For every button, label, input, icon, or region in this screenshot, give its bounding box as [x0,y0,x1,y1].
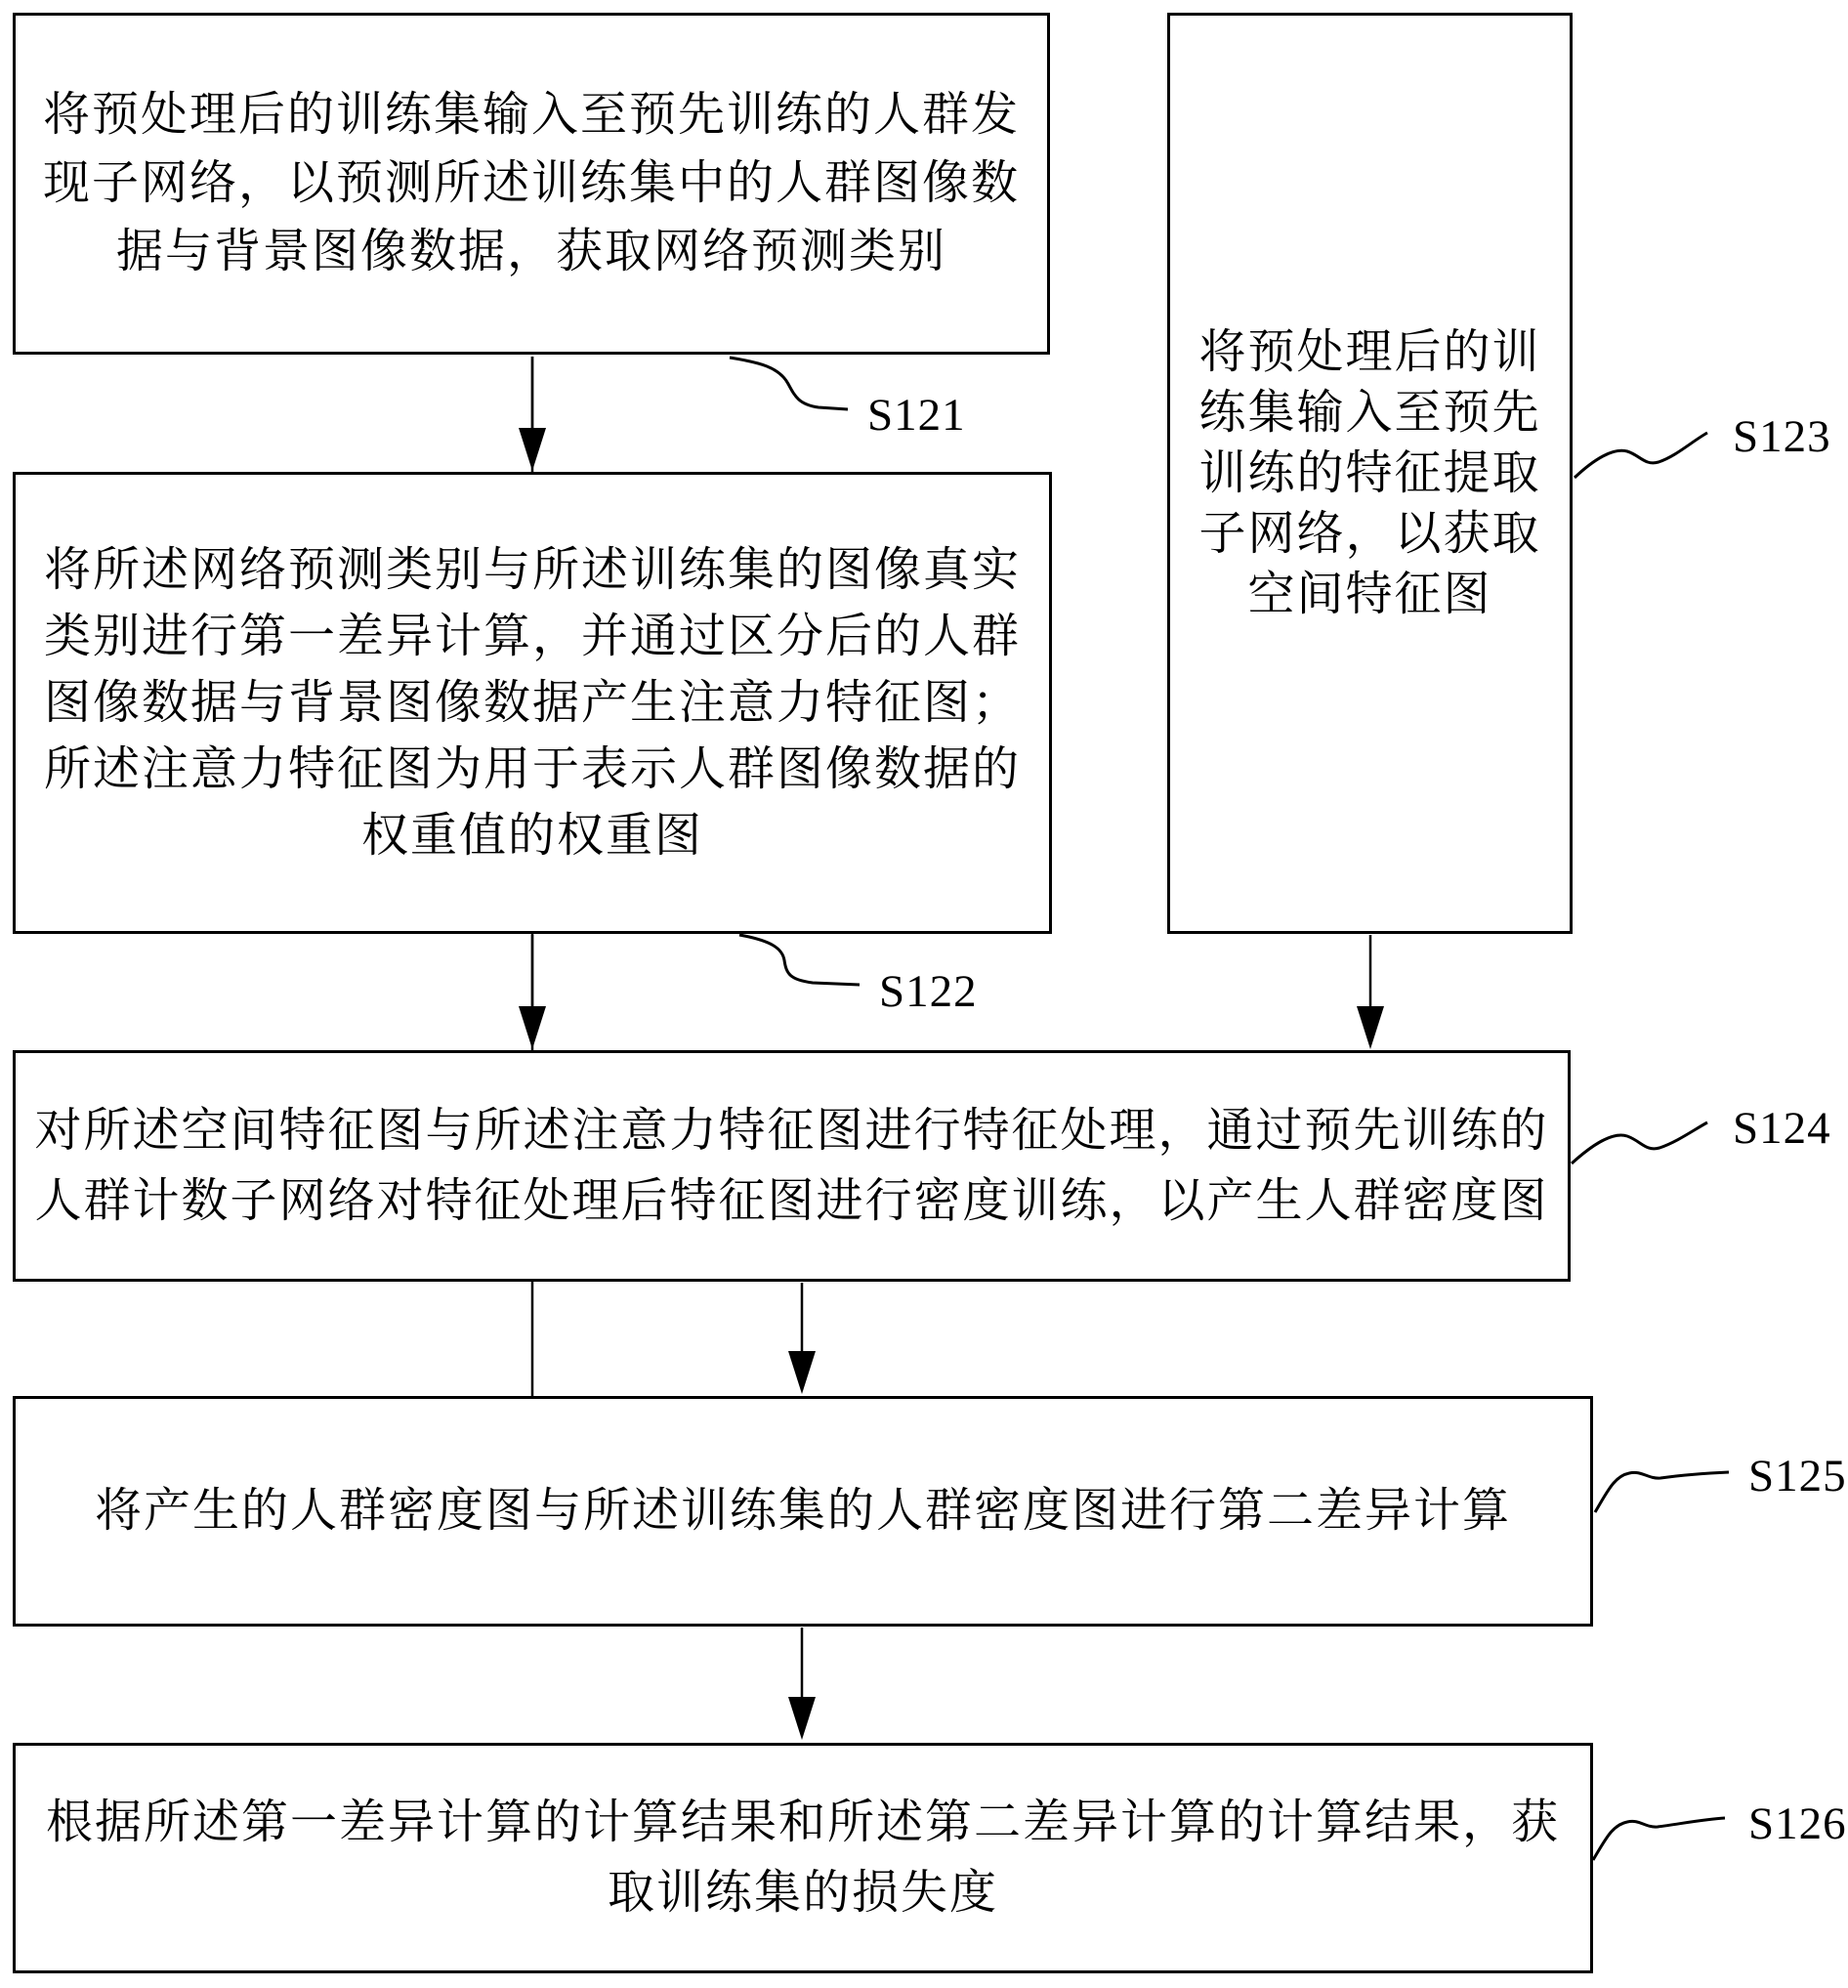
process-box-s126-text: 根据所述第一差异计算的计算结果和所述第二差异计算的计算结果，获 取训练集的损失度 [45,1797,1560,1919]
step-label-s123: S123 [1733,411,1831,462]
process-box-s122-text: 将所述网络预测类别与所述训练集的图像真实 类别进行第一差异计算，并通过区分后的人群 图像数据与背景图像数据产生注意力特征图； 所述注意力特征图为用于表示人群图像数据的 权重值的权重图 [43,543,1021,862]
step-label-s126: S126 [1748,1798,1847,1849]
step-label-s122: S122 [879,966,978,1017]
process-box-s124-text: 对所述空间特征图与所述注意力特征图进行特征处理，通过预先训练的 人群计数子网络对特征处理后特征图进行密度训练，以产生人群密度图 [34,1104,1549,1227]
process-box-s126 [13,1743,1593,1973]
step-label-s124: S124 [1733,1103,1831,1154]
process-box-s124 [13,1050,1571,1282]
process-box-s125 [13,1396,1593,1627]
process-box-s121-text: 将预处理后的训练集输入至预先训练的人群发 现子网络，以预测所述训练集中的人群图像数 据与背景图像数据，获取网络预测类别 [42,89,1020,277]
process-box-s123-text: 将预处理后的训 练集输入至预先 训练的特征提取 子网络，以获取 空间特征图 [1198,325,1541,620]
leader-s125 [1595,1472,1729,1512]
leader-s124 [1572,1122,1707,1163]
leader-s126 [1593,1818,1725,1860]
arrow-s124-to-s125 [788,1283,816,1394]
process-box-s121 [13,13,1050,355]
leader-s122 [739,935,860,985]
step-label-s121: S121 [867,390,966,441]
leader-s123 [1575,433,1707,478]
arrow-s123-to-s124 [1357,935,1384,1049]
process-box-s122 [13,472,1052,934]
arrow-s122-to-s124 [519,935,546,1049]
arrow-s125-to-s126 [788,1628,816,1740]
process-box-s125-text: 将产生的人群密度图与所述训练集的人群密度图进行第二差异计算 [94,1485,1511,1537]
process-box-s123 [1167,13,1573,934]
leader-s121 [730,358,848,409]
step-label-s125: S125 [1748,1451,1847,1502]
